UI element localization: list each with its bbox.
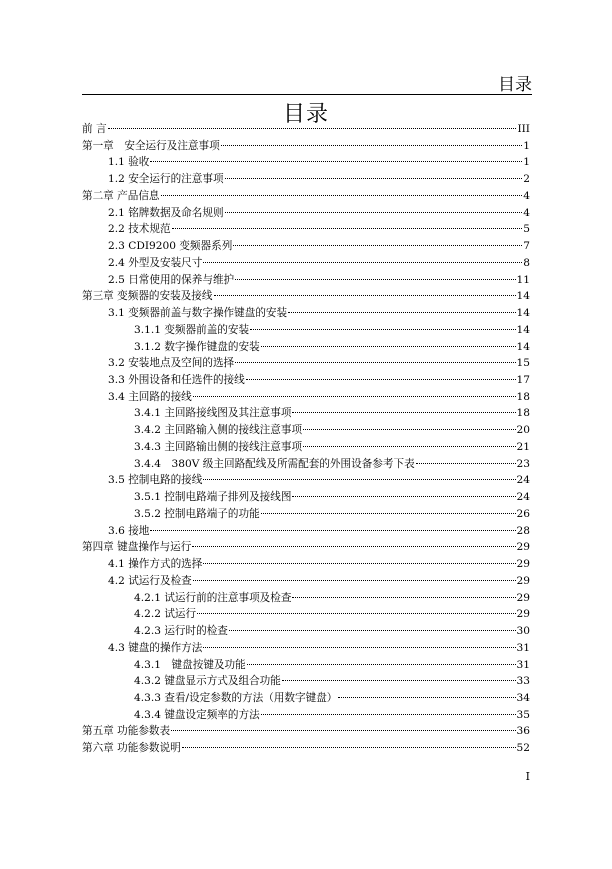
- toc-entry-label: 1.1 验收: [108, 156, 150, 169]
- toc-entry-label: 3.4 主回路的接线: [108, 390, 192, 403]
- toc-entry[interactable]: [82, 171, 530, 188]
- header-divider: [82, 94, 532, 95]
- toc-dot-leader: [197, 613, 515, 614]
- toc-entry-page: 26: [516, 507, 530, 520]
- toc-entry-label: 2.3 CDI9200 变频器系列: [108, 240, 233, 253]
- toc-entry[interactable]: [82, 305, 530, 322]
- toc-entry-page: 1: [523, 156, 530, 169]
- toc-dot-leader: [229, 630, 516, 631]
- toc-entry-label: 4.2.1 试运行前的注意事项及检查: [134, 591, 292, 604]
- table-of-contents: [82, 121, 530, 757]
- toc-entry-label: 3.1.2 数字操作键盘的安装: [134, 340, 260, 353]
- toc-entry[interactable]: [82, 472, 530, 489]
- toc-entry-page: 14: [516, 340, 530, 353]
- toc-entry-label: 4.3 键盘的操作方法: [108, 641, 203, 654]
- toc-entry-page: 31: [516, 641, 530, 654]
- toc-entry-label: 3.3 外围设备和任选件的接线: [108, 374, 245, 387]
- toc-dot-leader: [292, 412, 515, 413]
- toc-entry[interactable]: [82, 272, 530, 289]
- toc-entry-page: 24: [516, 491, 530, 504]
- toc-entry[interactable]: [82, 389, 530, 406]
- toc-dot-leader: [225, 178, 523, 179]
- toc-entry-page: 4: [523, 189, 530, 202]
- toc-entry-page: 29: [516, 608, 530, 621]
- toc-entry[interactable]: [82, 322, 530, 339]
- toc-dot-leader: [161, 195, 523, 196]
- toc-entry-label: 2.5 日常使用的保养与维护: [108, 273, 235, 286]
- toc-entry[interactable]: [82, 238, 530, 255]
- toc-dot-leader: [192, 546, 515, 547]
- toc-dot-leader: [193, 580, 516, 581]
- toc-dot-leader: [203, 262, 522, 263]
- toc-entry[interactable]: [82, 339, 530, 356]
- toc-entry-page: 24: [516, 474, 530, 487]
- toc-entry[interactable]: [82, 707, 530, 724]
- toc-entry-page: 15: [516, 357, 530, 370]
- toc-entry-label: 3.5 控制电路的接线: [108, 474, 203, 487]
- toc-entry-label: 2.1 铭牌数据及命名规则: [108, 206, 224, 219]
- toc-entry-label: 第三章 变频器的安装及接线: [82, 290, 213, 303]
- toc-entry-label: 1.2 安全运行的注意事项: [108, 173, 224, 186]
- toc-entry[interactable]: [82, 489, 530, 506]
- toc-entry[interactable]: [82, 523, 530, 540]
- toc-entry-label: 4.3.3 查看/设定参数的方法（用数字键盘）: [134, 691, 338, 704]
- toc-entry-label: 3.1 变频器前盖与数字操作键盘的安装: [108, 307, 288, 320]
- toc-entry-page: 2: [523, 173, 530, 186]
- toc-entry-page: 34: [516, 691, 530, 704]
- toc-entry[interactable]: [82, 355, 530, 372]
- toc-entry[interactable]: [82, 723, 530, 740]
- toc-dot-leader: [150, 530, 515, 531]
- toc-entry[interactable]: [82, 221, 530, 238]
- toc-entry[interactable]: [82, 506, 530, 523]
- toc-dot-leader: [282, 680, 516, 681]
- toc-entry[interactable]: [82, 740, 530, 757]
- toc-dot-leader: [292, 597, 515, 598]
- toc-entry-label: 4.2.2 试运行: [134, 608, 197, 621]
- toc-entry[interactable]: [82, 288, 530, 305]
- toc-entry-page: 18: [516, 390, 530, 403]
- toc-entry[interactable]: [82, 372, 530, 389]
- toc-entry-label: 4.3.1 键盘按键及功能: [134, 658, 246, 671]
- toc-entry-page: 33: [516, 675, 530, 688]
- toc-entry[interactable]: [82, 556, 530, 573]
- toc-entry-label: 2.2 技术规范: [108, 223, 171, 236]
- toc-entry[interactable]: [82, 539, 530, 556]
- toc-dot-leader: [288, 312, 515, 313]
- toc-entry-page: 28: [516, 524, 530, 537]
- toc-entry-label: 第四章 键盘操作与运行: [82, 541, 192, 554]
- toc-dot-leader: [261, 513, 516, 514]
- toc-entry-page: 29: [516, 541, 530, 554]
- toc-dot-leader: [235, 279, 515, 280]
- toc-entry[interactable]: [82, 456, 530, 473]
- toc-entry-label: 3.4.4 380V 级主回路配线及所需配套的外围设备参考下表: [134, 457, 415, 470]
- toc-dot-leader: [246, 379, 516, 380]
- toc-entry-label: 3.4.2 主回路输入侧的接线注意事项: [134, 424, 303, 437]
- toc-entry-page: 1: [523, 139, 530, 152]
- toc-entry[interactable]: [82, 573, 530, 590]
- toc-entry[interactable]: [82, 673, 530, 690]
- running-header-title: 目录: [498, 75, 532, 95]
- toc-entry[interactable]: [82, 657, 530, 674]
- toc-dot-leader: [171, 730, 515, 731]
- toc-entry[interactable]: [82, 138, 530, 155]
- toc-entry[interactable]: [82, 405, 530, 422]
- toc-entry-page: 20: [516, 424, 530, 437]
- toc-entry-page: 8: [523, 256, 530, 269]
- toc-entry[interactable]: [82, 121, 530, 138]
- page-title: 目录: [282, 102, 329, 127]
- toc-entry-page: III: [517, 123, 530, 135]
- toc-entry-label: 第六章 功能参数说明: [82, 742, 181, 755]
- toc-entry[interactable]: [82, 188, 530, 205]
- toc-entry-page: 14: [516, 323, 530, 336]
- toc-entry[interactable]: [82, 623, 530, 640]
- toc-entry[interactable]: [82, 255, 530, 272]
- toc-dot-leader: [150, 161, 522, 162]
- toc-dot-leader: [225, 212, 523, 213]
- toc-entry[interactable]: [82, 606, 530, 623]
- toc-entry-page: 5: [523, 223, 530, 236]
- toc-dot-leader: [303, 429, 515, 430]
- toc-entry-label: 3.5.1 控制电路端子排列及接线图: [134, 491, 292, 504]
- toc-dot-leader: [221, 145, 523, 146]
- toc-dot-leader: [182, 747, 516, 748]
- toc-entry[interactable]: [82, 640, 530, 657]
- toc-entry-page: 35: [516, 708, 530, 721]
- toc-entry-page: 14: [516, 290, 530, 303]
- toc-dot-leader: [203, 647, 515, 648]
- toc-entry-page: 31: [516, 658, 530, 671]
- toc-dot-leader: [108, 128, 517, 129]
- toc-entry-page: 52: [516, 742, 530, 755]
- toc-entry-page: 23: [516, 457, 530, 470]
- toc-entry-label: 前 言: [82, 123, 107, 135]
- toc-entry[interactable]: [82, 590, 530, 607]
- toc-entry-label: 3.2 安装地点及空间的选择: [108, 357, 235, 370]
- toc-dot-leader: [250, 329, 515, 330]
- toc-entry-page: 14: [516, 307, 530, 320]
- toc-dot-leader: [261, 346, 516, 347]
- toc-dot-leader: [261, 714, 516, 715]
- toc-dot-leader: [416, 463, 516, 464]
- toc-entry-page: 21: [516, 440, 530, 453]
- toc-entry-label: 3.5.2 控制电路端子的功能: [134, 507, 260, 520]
- toc-entry[interactable]: [82, 439, 530, 456]
- toc-entry-label: 第二章 产品信息: [82, 189, 160, 202]
- toc-dot-leader: [172, 228, 523, 229]
- toc-entry[interactable]: [82, 154, 530, 171]
- toc-entry-page: 29: [516, 591, 530, 604]
- toc-dot-leader: [233, 245, 522, 246]
- toc-dot-leader: [203, 479, 515, 480]
- toc-entry-label: 4.3.2 键盘显示方式及组合功能: [134, 675, 281, 688]
- toc-entry-label: 4.1 操作方式的选择: [108, 558, 203, 571]
- toc-entry-label: 3.4.3 主回路输出侧的接线注意事项: [134, 440, 303, 453]
- toc-dot-leader: [193, 396, 516, 397]
- toc-dot-leader: [303, 446, 515, 447]
- toc-entry[interactable]: [82, 690, 530, 707]
- toc-entry-page: 4: [523, 206, 530, 219]
- toc-entry-label: 3.1.1 变频器前盖的安装: [134, 323, 250, 336]
- toc-dot-leader: [338, 697, 515, 698]
- toc-entry-page: 11: [516, 273, 530, 286]
- toc-entry-label: 第五章 功能参数表: [82, 725, 171, 738]
- toc-entry[interactable]: [82, 422, 530, 439]
- toc-entry-page: 30: [516, 625, 530, 638]
- toc-dot-leader: [203, 563, 515, 564]
- toc-dot-leader: [247, 664, 516, 665]
- toc-entry-label: 4.2 试运行及检查: [108, 574, 192, 587]
- page-number: I: [525, 770, 530, 783]
- toc-entry-label: 4.3.4 键盘设定频率的方法: [134, 708, 260, 721]
- toc-entry-page: 18: [516, 407, 530, 420]
- toc-entry-label: 第一章 安全运行及注意事项: [82, 139, 220, 152]
- toc-entry-label: 3.4.1 主回路接线图及其注意事项: [134, 407, 292, 420]
- toc-entry-page: 29: [516, 574, 530, 587]
- toc-entry-page: 36: [516, 725, 530, 738]
- toc-dot-leader: [292, 496, 515, 497]
- toc-entry-page: 29: [516, 558, 530, 571]
- toc-entry-page: 7: [523, 240, 530, 253]
- toc-dot-leader: [235, 362, 515, 363]
- toc-dot-leader: [214, 295, 516, 296]
- toc-entry-label: 2.4 外型及安装尺寸: [108, 256, 203, 269]
- toc-entry-label: 4.2.3 运行时的检查: [134, 625, 228, 638]
- toc-entry-label: 3.6 接地: [108, 524, 150, 537]
- toc-entry-page: 17: [516, 374, 530, 387]
- toc-entry[interactable]: [82, 205, 530, 222]
